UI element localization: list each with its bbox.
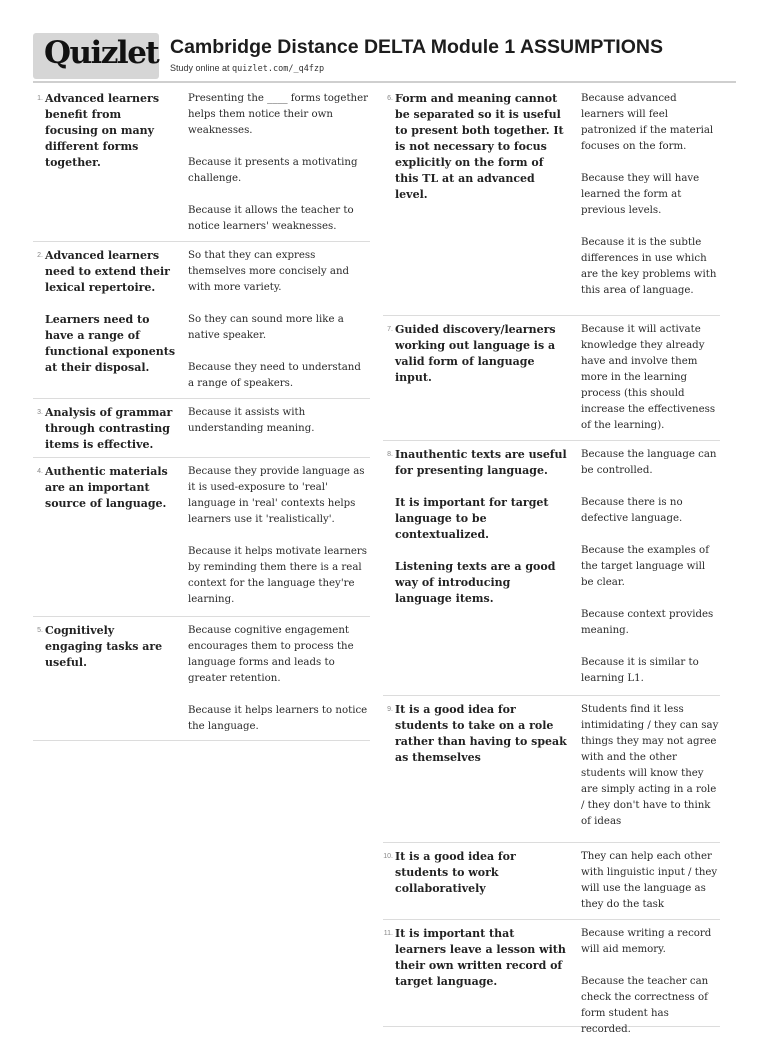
card-definition	[188, 91, 370, 235]
definition-text: Because it helps motivate learners by reminding them there is a real context for the language they're learning.	[188, 546, 368, 605]
term-text: Guided discovery/learners working out language is a valid form of language input.	[395, 323, 556, 384]
card-definition	[581, 91, 719, 299]
card-definition	[581, 926, 719, 1038]
definition-text: Because they will have learned the form at previous levels.	[581, 173, 700, 216]
card-number: 8.	[387, 451, 393, 458]
flashcard	[33, 464, 370, 617]
study-url[interactable]: quizlet.com/_q4fzp	[232, 64, 325, 74]
card-term	[45, 464, 175, 528]
term-text: Authentic materials are an important source of language.	[45, 465, 168, 510]
card-definition	[581, 447, 719, 687]
card-term	[395, 702, 567, 782]
term-text: It is a good idea for students to work collaboratively	[395, 850, 516, 895]
flashcard	[383, 447, 720, 696]
definition-text: Because they provide language as it is used-exposure to 'real' language in 'real' contexts helps learners use it 'realistically'.	[188, 466, 365, 525]
card-number: 4.	[37, 468, 43, 475]
definition-text: Because the teacher can check the correctness of form student has recorded.	[581, 976, 709, 1035]
term-text: It is important that learners leave a lesson with their own written record of target language.	[395, 927, 566, 988]
card-term	[395, 322, 567, 402]
term-text: Advanced learners benefit from focusing on many different forms together.	[45, 92, 160, 169]
card-number: 3.	[37, 409, 43, 416]
card-number: 11.	[383, 930, 393, 937]
definition-text: Because the examples of the target language will be clear.	[581, 545, 709, 588]
card-term	[45, 248, 175, 392]
term-text: Analysis of grammar through contrasting items is effective.	[45, 406, 173, 451]
flashcard	[383, 926, 720, 1035]
card-definition	[581, 702, 719, 830]
definition-text: Because there is no defective language.	[581, 497, 683, 524]
card-number: 9.	[387, 706, 393, 713]
card-definition	[581, 322, 719, 434]
definition-text: So they can sound more like a native speaker.	[188, 314, 344, 341]
quizlet-logo[interactable]	[33, 33, 159, 79]
page-header	[33, 33, 736, 83]
definition-text: So that they can express themselves more concisely and with more variety.	[188, 250, 350, 293]
card-term	[395, 447, 567, 623]
logo-text: Quizlet	[44, 35, 159, 71]
flashcard	[383, 849, 720, 920]
definition-text: They can help each other with linguistic input / they will use the language as they do the task	[581, 851, 718, 910]
definition-text: Because context provides meaning.	[581, 609, 714, 636]
term-text: Inauthentic texts are useful for presenting language.	[395, 448, 567, 477]
definition-text: Because it assists with understanding meaning.	[188, 407, 315, 434]
term-text: It is a good idea for students to take on a role rather than having to speak as themselves	[395, 703, 567, 764]
flashcard	[33, 91, 370, 242]
definition-text: Because advanced learners will feel patronized if the material focuses on the form.	[581, 93, 714, 152]
flashcard	[33, 248, 370, 399]
card-term	[395, 91, 567, 219]
card-number: 2.	[37, 252, 43, 259]
card-definition	[188, 623, 370, 735]
card-term	[395, 849, 567, 913]
card-definition	[188, 464, 370, 608]
term-text: Advanced learners need to extend their lexical repertoire.	[45, 249, 170, 294]
definition-text: Because cognitive engagement encourages them to process the language forms and leads to greater retention.	[188, 625, 354, 684]
definition-text: Because it allows the teacher to notice learners' weaknesses.	[188, 205, 354, 232]
definition-text: Because it will activate knowledge they already have and involve them more in the learning process (this should increase the effectiveness of the learning).	[581, 324, 716, 431]
definition-text: Because it is the subtle differences in use which are the key problems with this area of language.	[581, 237, 717, 296]
term-text: Form and meaning cannot be separated so it is useful to present both together. It is not necessary to focus explicitly on the form of this TL at an advanced level.	[395, 92, 564, 201]
card-number: 1.	[37, 95, 43, 102]
card-definition	[188, 405, 370, 437]
card-number: 7.	[387, 326, 393, 333]
card-term	[45, 91, 175, 187]
subtitle-prefix: Study online at	[170, 63, 233, 73]
definition-text: Because it is similar to learning L1.	[581, 657, 699, 684]
card-number: 10.	[383, 853, 393, 860]
term-text: It is important for target language to be contextualized.	[395, 496, 549, 541]
card-number: 5.	[37, 627, 43, 634]
flashcard	[383, 322, 720, 441]
term-text: Listening texts are a good way of introducing language items.	[395, 560, 556, 605]
left-column	[33, 91, 370, 741]
card-definition	[188, 248, 370, 392]
definition-text: Because it helps learners to notice the language.	[188, 705, 368, 732]
flashcard	[383, 91, 720, 316]
card-definition	[581, 849, 719, 913]
definition-text: Because the language can be controlled.	[581, 449, 717, 476]
definition-text: Because they need to understand a range of speakers.	[188, 362, 361, 389]
card-term	[45, 405, 175, 469]
flashcard	[383, 702, 720, 843]
card-term	[45, 623, 175, 687]
flashcard	[33, 623, 370, 741]
study-online-line	[170, 63, 324, 74]
definition-text: Students find it less intimidating / they can say things they may not agree with and the other students will know they are simply acting in a role / they don't have to think of ideas	[581, 704, 719, 827]
definition-text: Because writing a record will aid memory.	[581, 928, 712, 955]
right-column	[383, 91, 720, 1035]
page-title: Cambridge Distance DELTA Module 1 ASSUMPTIONS	[170, 36, 663, 58]
definition-text: Because it presents a motivating challenge.	[188, 157, 358, 184]
definition-text: Presenting the ____ forms together helps them notice their own weaknesses.	[188, 93, 369, 136]
card-term	[395, 926, 567, 1006]
flashcard	[33, 405, 370, 458]
term-text: Cognitively engaging tasks are useful.	[45, 624, 163, 669]
card-number: 6.	[387, 95, 393, 102]
term-text: Learners need to have a range of functional exponents at their disposal.	[45, 313, 176, 374]
